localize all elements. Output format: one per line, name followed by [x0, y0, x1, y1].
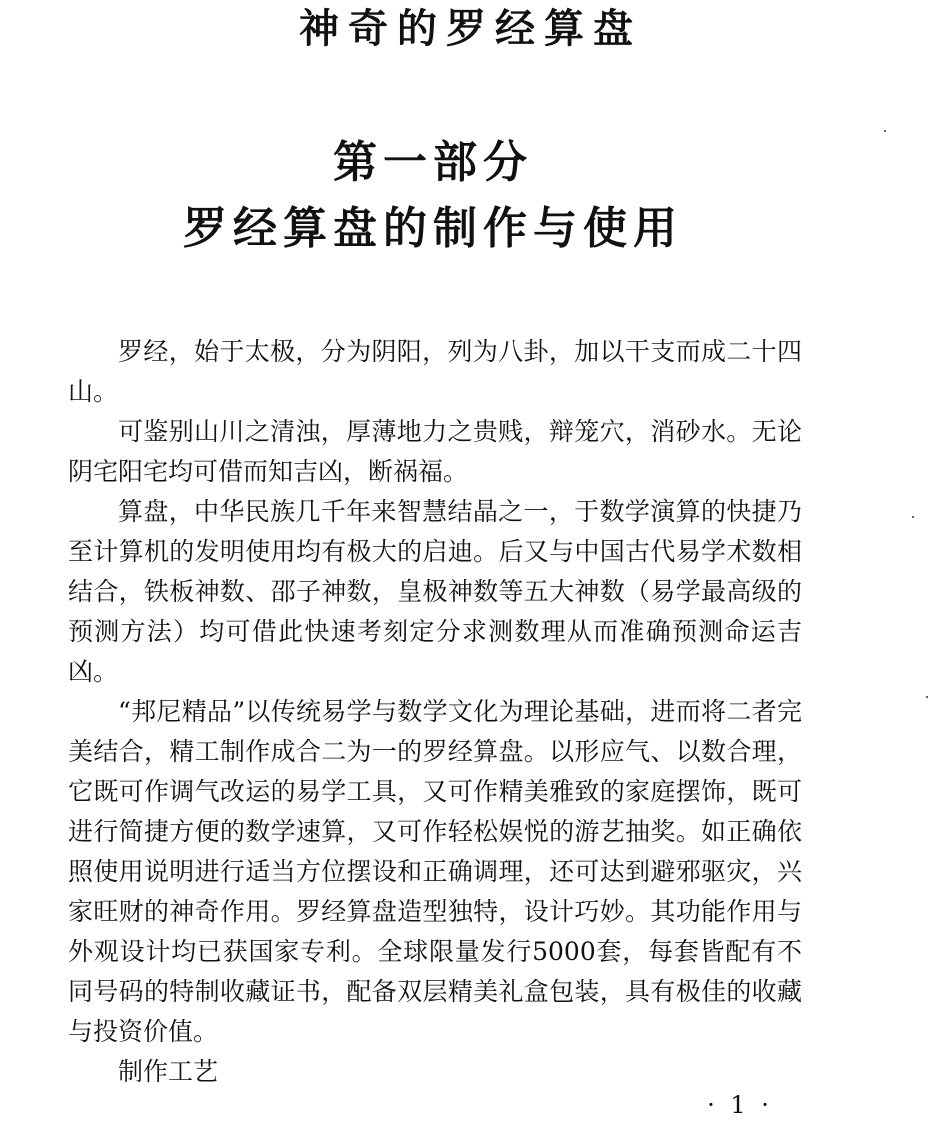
- scan-speck: [912, 516, 914, 518]
- body-text: [68, 332, 802, 1092]
- paragraph-3: 算盘，中华民族几千年来智慧结晶之一，于数学演算的快捷乃至计算机的发明使用均有极大的启迪。后又与中国古代易学术数相结合，铁板神数、邵子神数，皇极神数等五大神数（易学最高级的预测方法）均可借此快速考刻定分求测数理从而准确预测命运吉凶。: [68, 497, 802, 686]
- running-title: 神奇的罗经算盘: [299, 5, 642, 52]
- paragraph-4: “邦尼精品”以传统易学与数学文化为理论基础，进而将二者完美结合，精工制作成合二为一的罗经算盘。以形应气、以数合理，它既可作调气改运的易学工具，又可作精美雅致的家庭摆饰，既可进行简捷方便的数学速算，又可作轻松娱悦的游艺抽奖。如正确依照使用说明进行适当方位摆设和正确调理，还可达到避邪驱灾，兴家旺财的神奇作用。罗经算盘造型独特，设计巧妙。其功能作用与外观设计均已获国家专利。全球限量发行5000套，每套皆配有不同号码的特制收藏证书，配备双层精美礼盒包装，具有极佳的收藏与投资价值。: [68, 697, 802, 1046]
- part-title: 第一部分: [333, 137, 533, 188]
- scan-speck: [926, 696, 928, 698]
- paragraph-2: 可鉴别山川之清浊，厚薄地力之贵贱，辩笼穴，消砂水。无论阴宅阳宅均可借而知吉凶，断祸福。: [68, 417, 802, 486]
- subheading: 制作工艺: [118, 1057, 219, 1086]
- chapter-title: 罗经算盘的制作与使用: [183, 203, 683, 254]
- page-number: · 1 ·: [707, 1091, 773, 1119]
- scan-speck: [884, 130, 886, 132]
- paragraph-1: 罗经，始于太极，分为阴阳，列为八卦，加以干支而成二十四山。: [68, 337, 802, 406]
